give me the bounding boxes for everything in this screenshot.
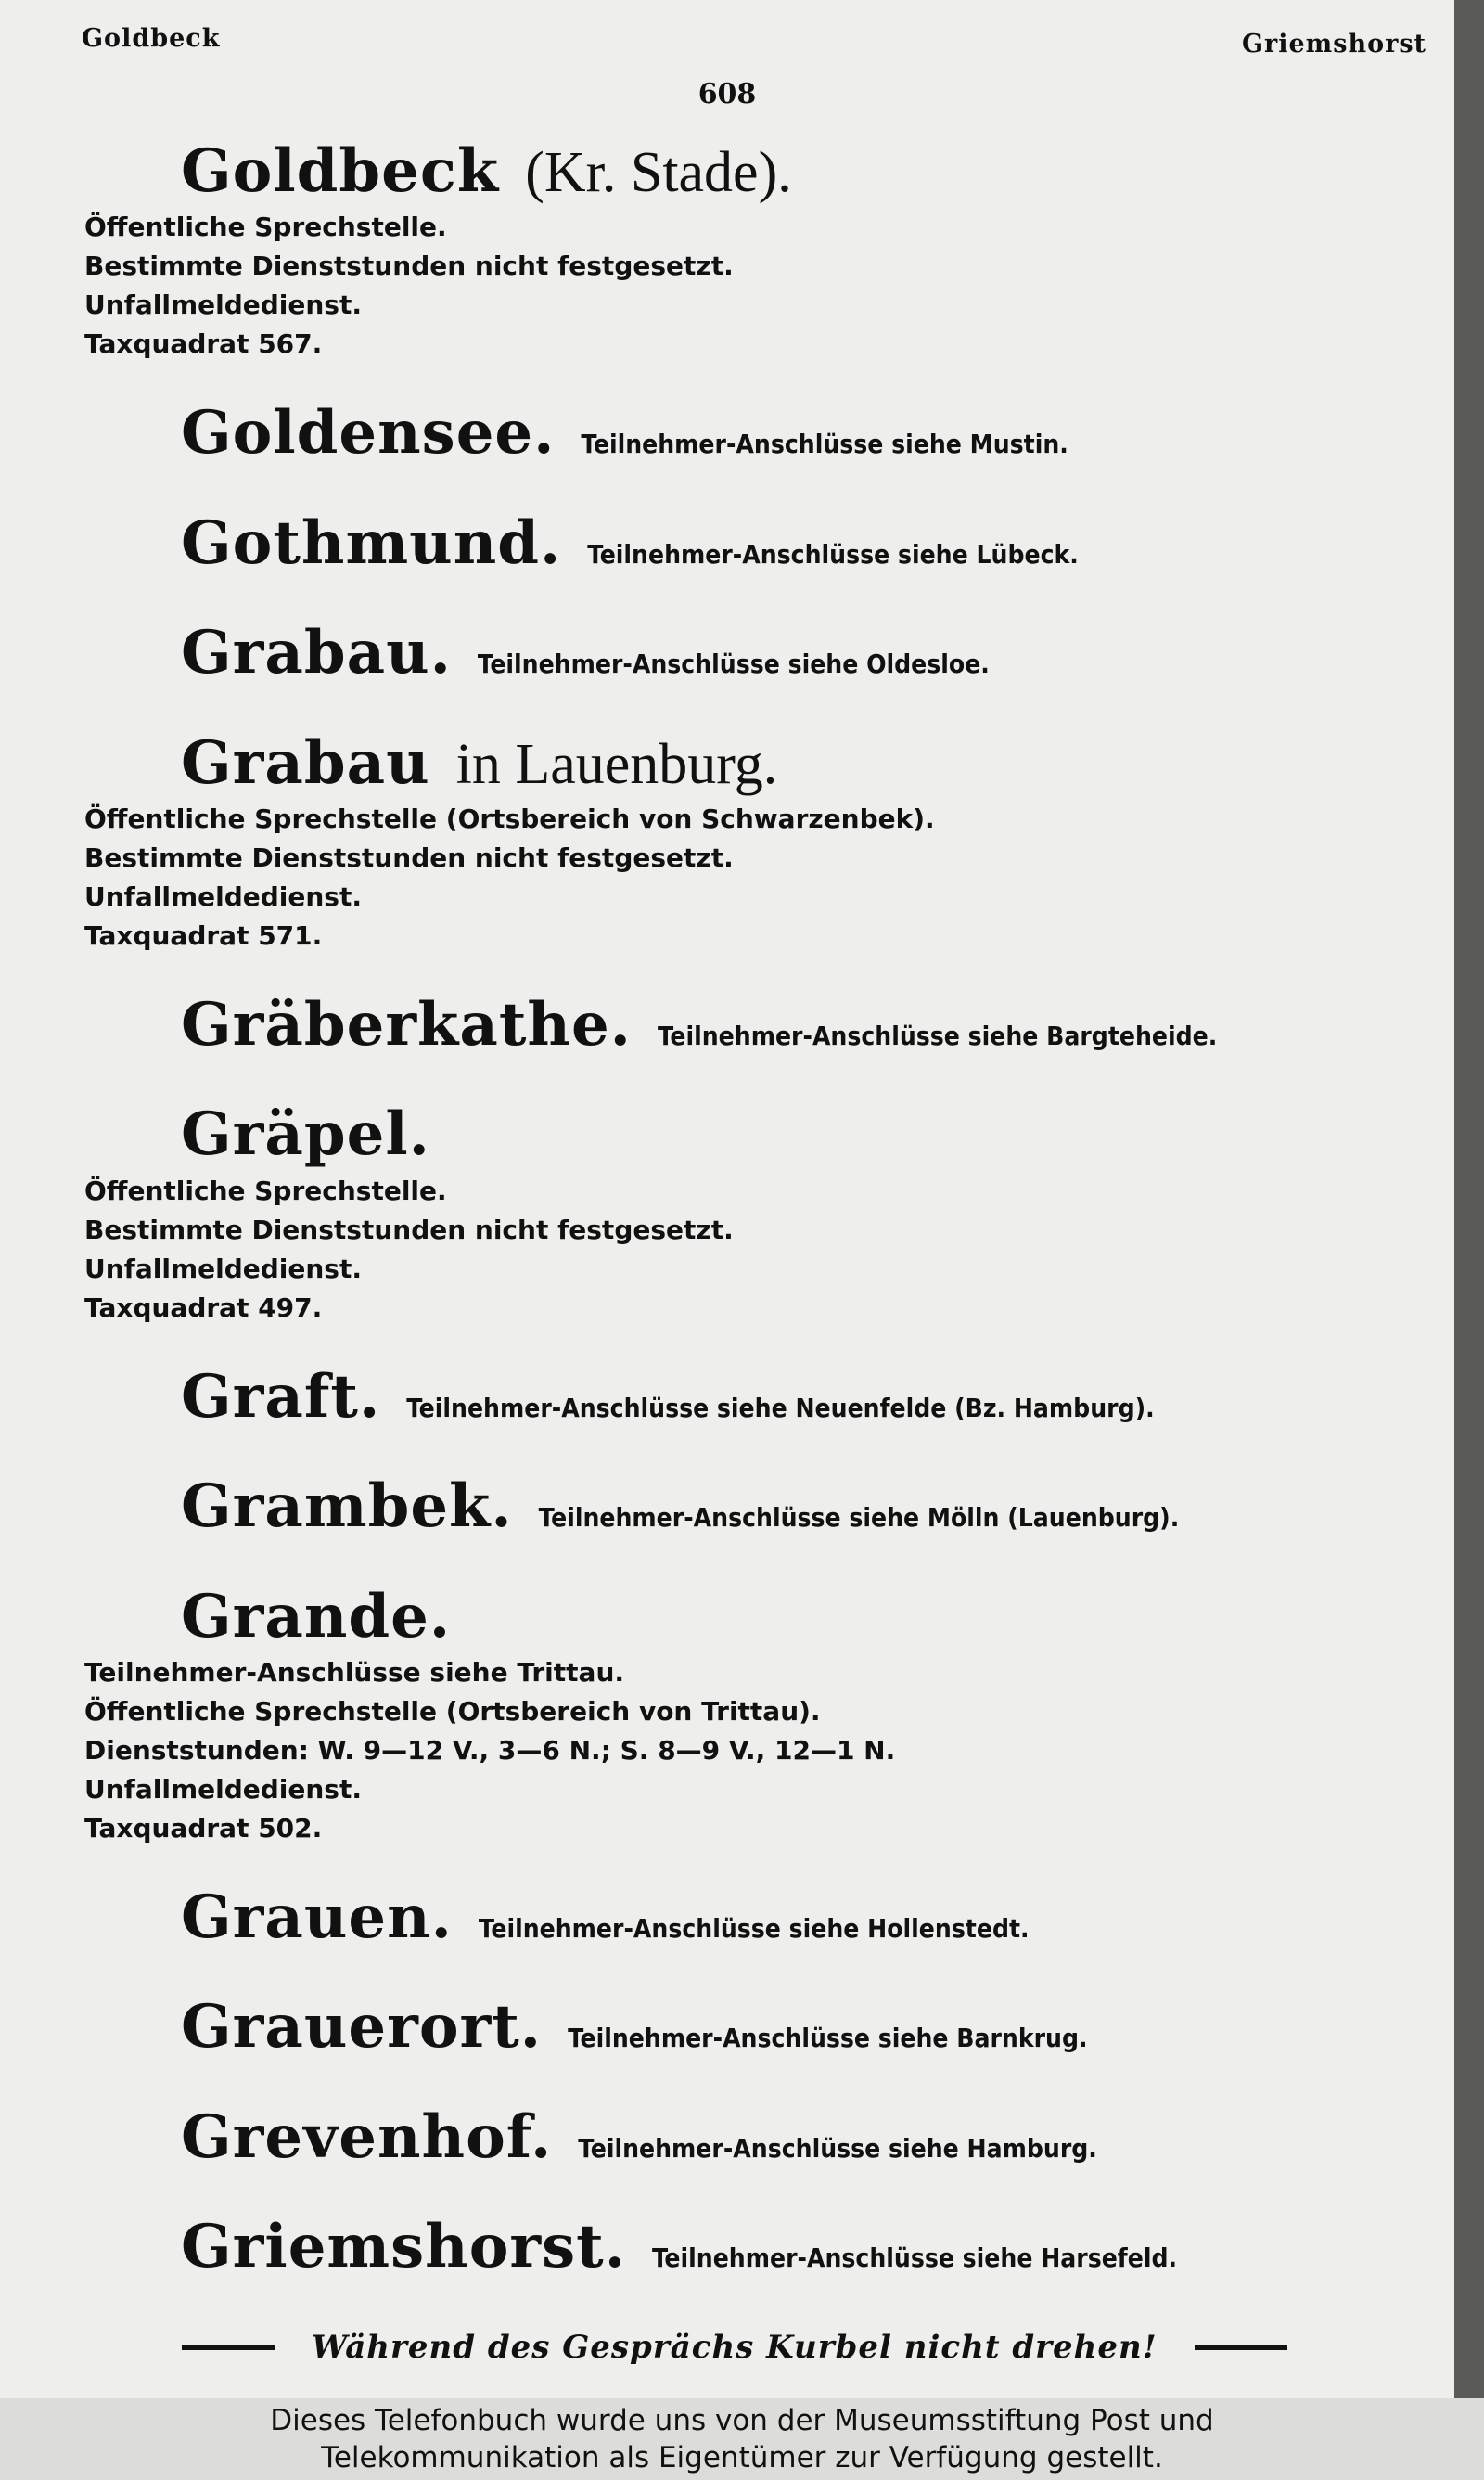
- detail-line: Taxquadrat 567.: [84, 328, 323, 360]
- entry-ref-place: Bargteheide.: [1046, 1020, 1218, 1051]
- detail-line: Bestimmte Dienststunden nicht festgesetzt.: [84, 1214, 734, 1245]
- entry: [84, 1581, 1454, 1848]
- detail-line: Unfallmeldedienst.: [84, 880, 362, 912]
- entry-name: Grevenhof.: [181, 2101, 553, 2172]
- entry-ref-label: Teilnehmer-Anschlüsse siehe: [657, 1020, 1039, 1051]
- entry-ref-label: Teilnehmer-Anschlüsse siehe: [581, 429, 962, 460]
- running-head-left: Goldbeck: [82, 24, 221, 53]
- entry-ref-place: Mustin.: [969, 429, 1068, 460]
- attribution-line: Telekommunikation als Eigentümer zur Verfügung gestellt.: [321, 2441, 1163, 2474]
- entry-ref-place: Hollenstedt.: [867, 1912, 1030, 1944]
- running-head-right: Griemshorst: [1241, 30, 1426, 58]
- detail-line: Unfallmeldedienst.: [84, 289, 362, 321]
- entry-ref-place: Harsefeld.: [1041, 2242, 1178, 2274]
- entry: [84, 727, 1454, 956]
- detail-line: Bestimmte Dienststunden nicht festgesetzt.: [84, 842, 734, 873]
- detail-line: Öffentliche Sprechstelle (Ortsbereich von Schwarzenbek).: [84, 803, 935, 834]
- entry: [181, 618, 1454, 688]
- entry-name: Grabau.: [181, 618, 452, 688]
- entry-name: Goldbeck: [181, 136, 500, 206]
- footer-notice-rule: [182, 2329, 1388, 2366]
- entry: [181, 1992, 1454, 2062]
- entry-suffix: (Kr. Stade).: [525, 141, 792, 204]
- detail-line: Öffentliche Sprechstelle.: [84, 212, 447, 243]
- entry-ref-place: Lübeck.: [976, 538, 1079, 570]
- entry-name: Gräpel.: [181, 1099, 430, 1170]
- detail-line: Teilnehmer-Anschlüsse siehe Trittau.: [84, 1656, 625, 1688]
- entry-ref-label: Teilnehmer-Anschlüsse siehe: [478, 1912, 860, 1944]
- entry: [84, 136, 1454, 364]
- entry: [181, 508, 1454, 578]
- entry: [84, 1099, 1454, 1327]
- entry-name: Grabau: [181, 727, 430, 798]
- entry: [181, 1882, 1454, 1952]
- entry-ref-place: Neuenfelde (Bz. Hamburg).: [795, 1392, 1155, 1423]
- detail-line: Bestimmte Dienststunden nicht festgesetzt.: [84, 251, 734, 282]
- entry-ref-label: Teilnehmer-Anschlüsse siehe: [578, 2132, 959, 2164]
- directory-entries: [0, 136, 1454, 2282]
- footer-notice: Während des Gesprächs Kurbel nicht drehen!: [312, 2329, 1158, 2366]
- entry-name: Gräberkathe.: [181, 989, 632, 1060]
- divider: [182, 2345, 275, 2350]
- detail-line: Taxquadrat 502.: [84, 1812, 323, 1844]
- page-number: 608: [697, 78, 757, 110]
- entry: [181, 2212, 1454, 2282]
- entry-ref-label: Teilnehmer-Anschlüsse siehe: [477, 649, 859, 680]
- entry-ref-label: Teilnehmer-Anschlüsse siehe: [538, 1502, 920, 1534]
- detail-line: Öffentliche Sprechstelle.: [84, 1175, 447, 1206]
- entry-name: Grauerort.: [181, 1992, 543, 2062]
- detail-line: Dienststunden: W. 9—12 V., 3—6 N.; S. 8—9 V., 12—1 N.: [84, 1734, 896, 1766]
- detail-line: Taxquadrat 571.: [84, 919, 323, 951]
- detail-line: Unfallmeldedienst.: [84, 1253, 362, 1284]
- entry: [181, 398, 1454, 469]
- entry-ref-place: Barnkrug.: [956, 2023, 1088, 2054]
- entry-name: Grauen.: [181, 1882, 453, 1952]
- attribution-line: Dieses Telefonbuch wurde uns von der Museumsstiftung Post und: [270, 2404, 1214, 2437]
- entry-name: Gothmund.: [181, 508, 562, 578]
- entry-name: Grande.: [181, 1581, 452, 1651]
- attribution-footer: [0, 2398, 1484, 2480]
- entry-ref-place: Oldesloe.: [866, 649, 990, 680]
- entry-ref-place: Hamburg.: [966, 2132, 1097, 2164]
- entry-ref-label: Teilnehmer-Anschlüsse siehe: [651, 2242, 1033, 2274]
- entry-name: Griemshorst.: [181, 2212, 626, 2282]
- entry: [181, 1471, 1454, 1542]
- entry: [181, 1361, 1454, 1432]
- detail-line: Taxquadrat 497.: [84, 1291, 323, 1323]
- entry-ref-label: Teilnehmer-Anschlüsse siehe: [406, 1392, 787, 1423]
- entry-suffix: in Lauenburg.: [455, 732, 778, 796]
- detail-line: Unfallmeldedienst.: [84, 1773, 362, 1805]
- entry-name: Grambek.: [181, 1471, 513, 1542]
- entry-ref-label: Teilnehmer-Anschlüsse siehe: [568, 2023, 949, 2054]
- detail-line: Öffentliche Sprechstelle (Ortsbereich von Trittau).: [84, 1695, 821, 1727]
- divider: [1195, 2345, 1287, 2350]
- entry-name: Goldensee.: [181, 398, 556, 469]
- entry: [181, 2101, 1454, 2172]
- entry-ref-place: Mölln (Lauenburg).: [927, 1502, 1180, 1534]
- entry-name: Graft.: [181, 1361, 381, 1432]
- entry: [181, 989, 1454, 1060]
- entry-ref-label: Teilnehmer-Anschlüsse siehe: [587, 538, 968, 570]
